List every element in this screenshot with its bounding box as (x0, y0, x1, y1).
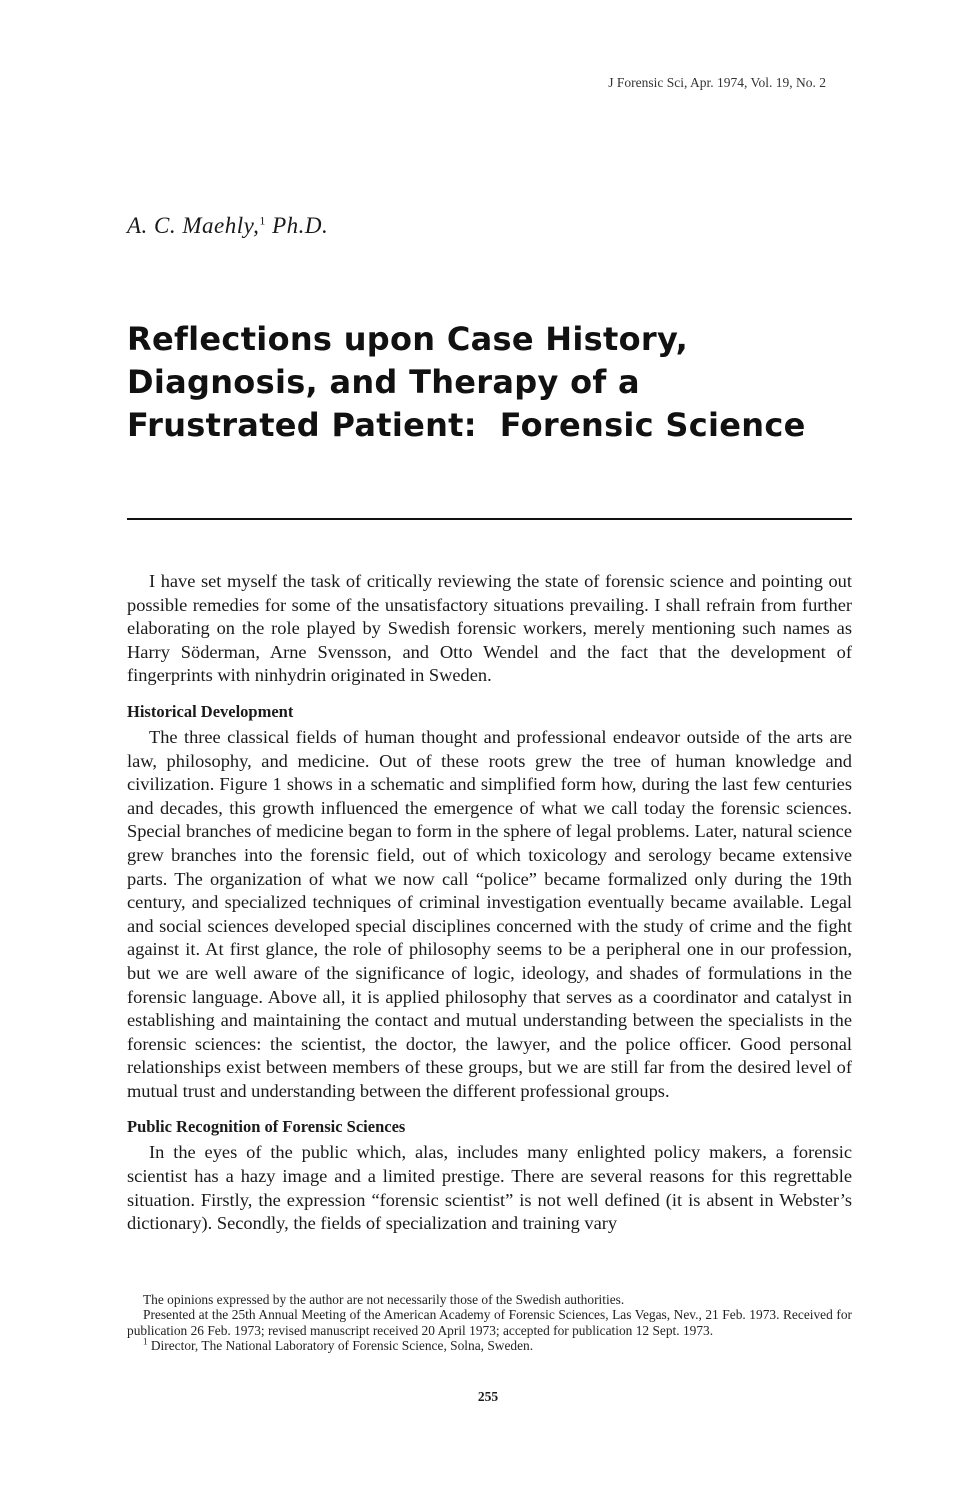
title-line-3: Frustrated Patient: Forensic Science (127, 406, 806, 444)
title-line-1: Reflections upon Case History, (127, 320, 689, 358)
author-degree: Ph.D. (272, 213, 329, 238)
footnote-presented: Presented at the 25th Annual Meeting of the American Academy of Forensic Sciences, Las Vegas, Nev., 21 Feb. 1973. Received for publication 26 Feb. 1973; revised manuscript received 20 April 1973; accepted for publication 12 Sept. 1973. (127, 1307, 852, 1338)
author-line (127, 213, 328, 239)
article-body (127, 570, 852, 1236)
section-heading-public-recognition: Public Recognition of Forensic Sciences (127, 1117, 406, 1137)
section-paragraph-historical: The three classical fields of human thought and professional endeavor outside of the arts are law, philosophy, and medicine. Out of these roots grew the tree of human knowledge and civilization. Figure 1 shows in a schematic and simplified form how, during the last few centuries and decades, this growth influenced the emergence of what we call today the forensic sciences. Special branches of medicine began to form in the sphere of legal problems. Later, natural science grew branches into the forensic field, out of which toxicology and serology became extensive parts. The organization of what we now call “police” became formalized only during the 19th century, and specialized techniques of criminal investigation eventually became available. Legal and social sciences developed special disciplines concerned with the study of crime and the fight against it. At first glance, the role of philosophy seems to be a peripheral one in our profession, but we are well aware of the significance of logic, ideology, and shades of formulations in the forensic language. Above all, it is applied philosophy that serves as a coordinator and catalyst in establishing and maintaining the contact and mutual understanding between the specialists in the forensic sciences: the scientist, the doctor, the lawyer, and the police officer. Good personal relationships exist between members of these groups, but we are still far from the desired level of mutual trust and understanding between the different professional groups. (127, 726, 852, 1101)
footnote-affiliation-text: Director, The National Laboratory of Forensic Science, Solna, Sweden. (150, 1338, 534, 1354)
author-name: A. C. Maehly, (127, 213, 260, 238)
footnote-opinions: The opinions expressed by the author are not necessarily those of the Swedish authorities. (143, 1292, 625, 1307)
footnotes (127, 1292, 852, 1354)
title-line-2: Diagnosis, and Therapy of a (127, 363, 640, 401)
article-title (127, 318, 847, 447)
intro-paragraph: I have set myself the task of critically reviewing the state of forensic science and pointing out possible remedies for some of the unsatisfactory situations prevailing. I shall refrain from further elaborating on the role played by Swedish forensic workers, merely mentioning such names as Harry Söderman, Arne Svensson, and Otto Wendel and the fact that the development of fingerprints with ninhydrin originated in Sweden. (127, 571, 852, 686)
footnote-affiliation-mark: 1 (143, 1336, 148, 1347)
section-paragraph-public-recognition: In the eyes of the public which, alas, includes many enlighted policy makers, a forensic scientist has a hazy image and a limited prestige. There are several reasons for this regrettable situation. Firstly, the expression “forensic scientist” is not well defined (it is absent in Webster’s dictionary). Secondly, the fields of specialization and training vary (127, 1142, 852, 1234)
section-heading-historical: Historical Development (127, 701, 294, 721)
author-footnote-mark: 1 (259, 213, 266, 228)
footnote-affiliation (127, 1338, 852, 1353)
journal-citation: J Forensic Sci, Apr. 1974, Vol. 19, No. 2 (608, 75, 826, 90)
page-number: 255 (477, 1389, 499, 1404)
title-divider (127, 518, 852, 520)
